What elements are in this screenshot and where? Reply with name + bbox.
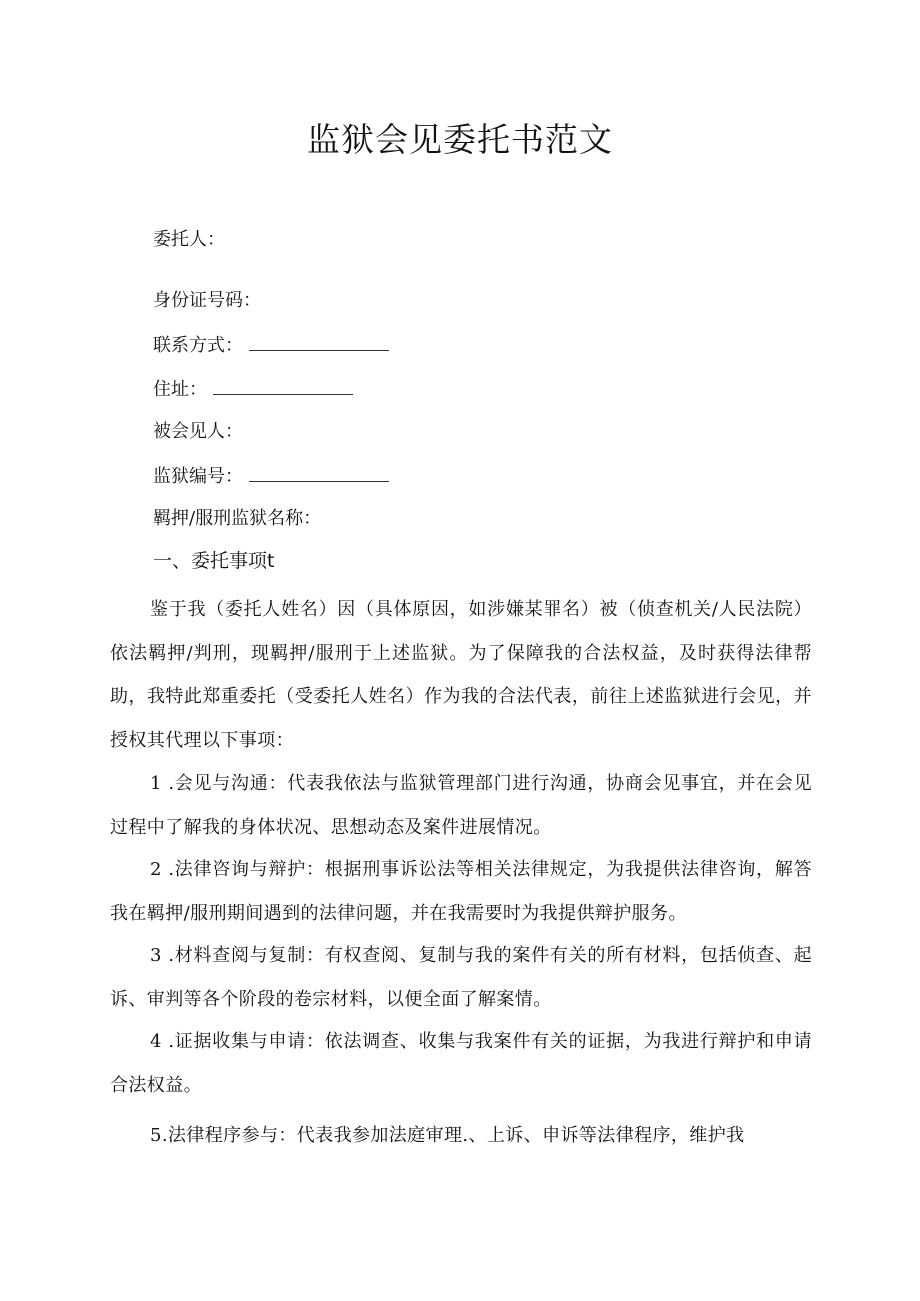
field-prison-number	[153, 461, 389, 491]
list-item: 5.法律程序参与：代表我参加法庭审理.、上诉、申诉等法律程序，维护我	[150, 1125, 745, 1146]
list-item: 4 .证据收集与申请：依法调查、收集与我案件有关的证据，为我进行辩护和申请合法权益。	[110, 1031, 812, 1096]
fill-blank	[249, 330, 389, 351]
field-visited-person	[153, 418, 243, 446]
section-heading: 一、委托事项t	[153, 550, 275, 572]
field-contact	[153, 330, 389, 360]
list-item: 2 .法律咨询与辩护：根据刑事诉讼法等相关法律规定，为我提供法律咨询，解答我在羁押/服刑期间遇到的法律问题，并在我需要时为我提供辩护服务。	[110, 859, 812, 924]
list-item: 3 .材料查阅与复制：有权查阅、复制与我的案件有关的所有材料，包括侦查、起诉、审判等各个阶段的卷宗材料，以便全面了解案情。	[110, 945, 812, 1010]
document-title: 监狱会见委托书范文	[307, 120, 613, 159]
field-address	[153, 374, 353, 404]
field-label: 监狱编号：	[153, 466, 243, 487]
field-label: 被会见人：	[153, 421, 243, 442]
field-id-number	[153, 287, 261, 315]
field-label: 身份证号码：	[153, 290, 261, 311]
field-label: 联系方式：	[153, 335, 243, 356]
list-item: 1 .会见与沟通：代表我依法与监狱管理部门进行沟通，协商会见事宜，并在会见过程中了解我的身体状况、思想动态及案件进展情况。	[110, 773, 812, 838]
field-label: 住址：	[153, 379, 207, 400]
field-prison-name	[153, 505, 321, 533]
field-label: 羁押/服刑监狱名称：	[153, 508, 322, 529]
fill-blank	[249, 461, 389, 482]
fill-blank	[213, 374, 353, 395]
intro-paragraph: 鉴于我（委托人姓名）因（具体原因，如涉嫌某罪名）被（侦查机关/人民法院）依法羁押/判刑，现羁押/服刑于上述监狱。为了保障我的合法权益，及时获得法律帮助，我特此郑重委托（受委托人姓名）作为我的合法代表，前往上述监狱进行会见，并授权其代理以下事项：	[110, 599, 812, 751]
field-principal	[153, 226, 225, 254]
field-label: 委托人：	[153, 229, 225, 250]
